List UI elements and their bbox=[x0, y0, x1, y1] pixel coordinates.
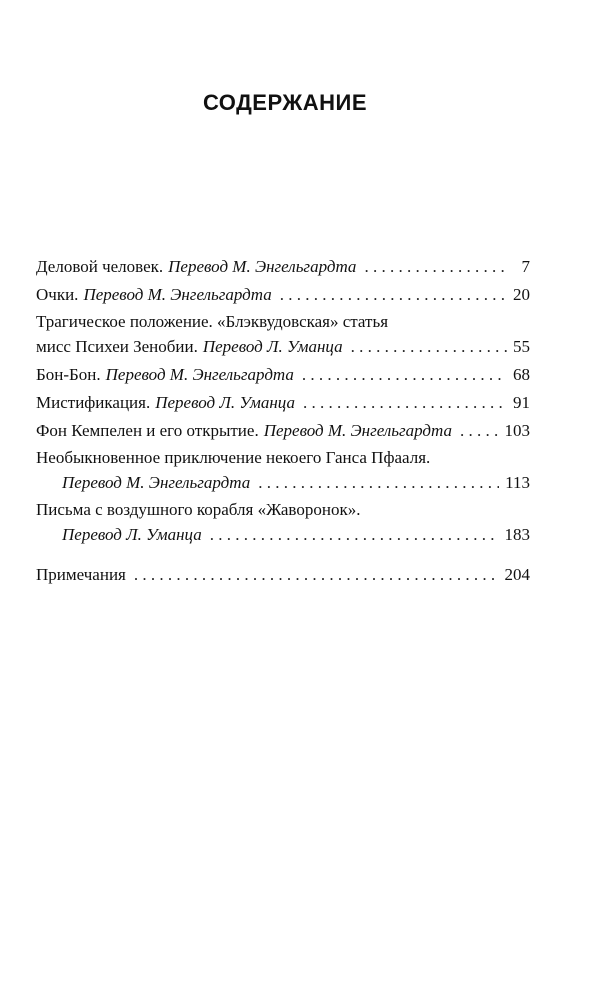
entry-page-number: 20 bbox=[513, 285, 530, 304]
toc-entry[interactable] bbox=[36, 282, 530, 308]
entry-title-line-1: Письма с воздушного корабля «Жаворонок». bbox=[36, 500, 361, 519]
entry-translator: Перевод М. Энгельгардта bbox=[83, 285, 272, 304]
entry-title: Деловой человек. bbox=[36, 257, 164, 276]
entry-translator: Перевод Л. Уманца bbox=[62, 525, 202, 544]
toc-entry[interactable] bbox=[36, 310, 530, 360]
entry-title-line-1: Необыкновенное приключение некоего Ганса Пфааля. bbox=[36, 448, 431, 467]
dot-leader bbox=[351, 334, 507, 360]
entry-page-number: 103 bbox=[504, 421, 530, 440]
toc-entry-line bbox=[36, 390, 530, 416]
entry-page-number: 68 bbox=[513, 365, 530, 384]
toc-entry-notes[interactable] bbox=[36, 562, 530, 588]
entry-translator: Перевод Л. Уманца bbox=[155, 393, 295, 412]
entry-page-number: 183 bbox=[504, 525, 530, 544]
dot-leader bbox=[134, 562, 499, 588]
toc-entry[interactable] bbox=[36, 418, 530, 444]
dot-leader bbox=[364, 254, 510, 280]
page-title: СОДЕРЖАНИЕ bbox=[202, 90, 368, 115]
entry-title-line-1: Трагическое положение. «Блэквудовская» статья bbox=[36, 312, 389, 331]
entry-title: Очки. bbox=[36, 285, 79, 304]
entry-page-number: 113 bbox=[505, 473, 530, 492]
toc-notes-section bbox=[36, 562, 530, 590]
entry-translator: Перевод М. Энгельгардта bbox=[105, 365, 294, 384]
entry-title: Бон-Бон. bbox=[36, 365, 101, 384]
entry-translator: Перевод М. Энгельгардта bbox=[263, 421, 452, 440]
entry-translator: Перевод Л. Уманца bbox=[202, 337, 343, 356]
toc-entry-line bbox=[36, 362, 530, 388]
dot-leader bbox=[210, 522, 499, 548]
toc-entry-line bbox=[36, 282, 530, 308]
entry-translator: Перевод М. Энгельгардта bbox=[62, 473, 251, 492]
toc-entry[interactable] bbox=[36, 362, 530, 388]
entry-translator: Перевод М. Энгельгардта bbox=[168, 257, 357, 276]
dot-leader bbox=[280, 282, 507, 308]
entry-title: Фон Кемпелен и его открытие. bbox=[36, 421, 259, 440]
toc-entry-line bbox=[36, 446, 530, 470]
toc-entry-line bbox=[36, 498, 530, 522]
dot-leader bbox=[460, 418, 499, 444]
table-of-contents bbox=[36, 254, 530, 550]
toc-entry[interactable] bbox=[36, 390, 530, 416]
dot-leader bbox=[302, 362, 507, 388]
toc-entry[interactable] bbox=[36, 446, 530, 496]
toc-entry-line bbox=[36, 418, 530, 444]
dot-leader bbox=[303, 390, 507, 416]
toc-entry[interactable] bbox=[36, 254, 530, 280]
notes-page-number: 204 bbox=[504, 565, 530, 584]
entry-page-number: 7 bbox=[521, 257, 530, 276]
toc-entry-line bbox=[36, 254, 530, 280]
toc-entry[interactable] bbox=[36, 498, 530, 548]
entry-title-line-2: мисс Психеи Зенобии. bbox=[36, 337, 198, 356]
toc-entry-line bbox=[36, 470, 530, 496]
toc-entry-line bbox=[36, 310, 530, 334]
entry-page-number: 91 bbox=[513, 393, 530, 412]
entry-title: Мистификация. bbox=[36, 393, 151, 412]
toc-entry-line bbox=[36, 334, 530, 360]
dot-leader bbox=[258, 470, 499, 496]
toc-entry-line bbox=[36, 562, 530, 588]
notes-title: Примечания bbox=[36, 565, 126, 584]
toc-entry-line bbox=[36, 522, 530, 548]
entry-page-number: 55 bbox=[513, 337, 530, 356]
